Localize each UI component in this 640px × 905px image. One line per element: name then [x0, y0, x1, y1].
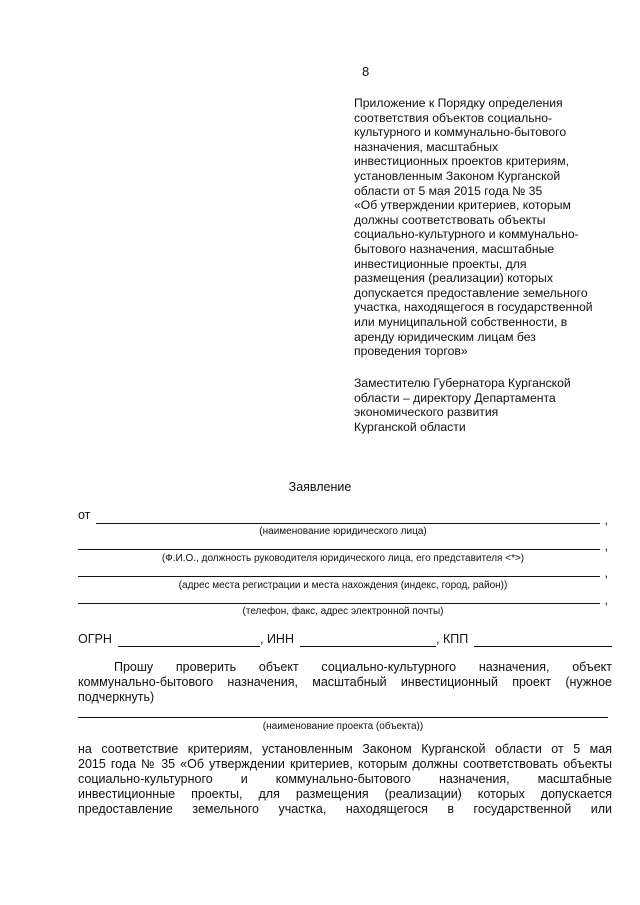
- addressee-line: экономического развития: [354, 405, 499, 420]
- org-name-underline: [96, 523, 600, 524]
- project-name-underline: [78, 717, 608, 718]
- criteria-line: на соответствие критериям, установленным Законом Курганской области от 5 мая: [78, 742, 612, 756]
- address-field[interactable]: [78, 563, 608, 580]
- criteria-line: инвестиционные проекты, для размещения (реализации) которых допускается: [78, 787, 612, 801]
- ogrn-label: ОГРН: [78, 632, 112, 646]
- address-underline: [78, 576, 600, 577]
- appendix-line: аренду юридическим лицам без: [354, 329, 536, 344]
- ogrn-field[interactable]: [118, 646, 260, 647]
- criteria-paragraph: [78, 742, 612, 817]
- inn-label: , ИНН: [260, 632, 294, 646]
- request-line: подчеркнуть): [78, 690, 155, 704]
- appendix-line: инвестиционные проекты, для: [354, 256, 527, 271]
- criteria-line: социально-культурного и коммунально-бытового назначения, масштабные: [78, 772, 612, 786]
- contacts-caption: (телефон, факс, адрес электронной почты): [242, 606, 444, 617]
- ids-row: [78, 632, 612, 648]
- page-number: 8: [362, 64, 370, 79]
- addressee-line: области – директору Департамента: [354, 390, 556, 405]
- comma: ,: [604, 539, 608, 553]
- head-name-caption: (Ф.И.О., должность руководителя юридического лица, его представителя <*>): [161, 553, 525, 564]
- org-name-field[interactable]: [78, 508, 608, 527]
- appendix-line: соответствия объектов социально-: [354, 110, 553, 125]
- contacts-field[interactable]: [78, 590, 608, 607]
- request-line: Прошу проверить объект социально-культурного назначения, объект: [114, 660, 612, 674]
- appendix-line: установленным Законом Курганской: [354, 168, 561, 183]
- criteria-line: 2015 года № 35 «Об утверждении критериев, которым должны соответствовать объекты: [78, 757, 612, 771]
- inn-field[interactable]: [300, 646, 436, 647]
- address-caption: (адрес места регистрации и места нахождения (индекс, город, район)): [178, 580, 508, 591]
- appendix-line: или муниципальной собственности, в: [354, 314, 568, 329]
- appendix-note: [354, 96, 614, 359]
- appendix-line: должны соответствовать объекты: [354, 212, 546, 227]
- appendix-line: социально-культурного и коммунально-: [354, 227, 579, 242]
- addressee-line: Курганской области: [354, 419, 466, 434]
- appendix-line: размещения (реализации) которых: [354, 271, 553, 286]
- project-name-caption: (наименование проекта (объекта)): [262, 721, 424, 732]
- appendix-line: инвестиционных проектов критериям,: [354, 154, 569, 169]
- appendix-line: проведения торгов»: [354, 344, 468, 359]
- org-name-caption: (наименование юридического лица): [259, 526, 427, 537]
- appendix-line: «Об утверждении критериев, которым: [354, 198, 571, 213]
- project-name-field[interactable]: [78, 704, 608, 718]
- head-name-field[interactable]: [78, 536, 608, 553]
- contacts-underline: [78, 603, 600, 604]
- kpp-label: , КПП: [436, 632, 469, 646]
- head-name-underline: [78, 549, 600, 550]
- appendix-line: допускается предоставление земельного: [354, 285, 588, 300]
- criteria-line: предоставление земельного участка, находящегося в государственной или: [78, 802, 612, 816]
- appendix-line: назначения, масштабных: [354, 139, 499, 154]
- from-label: от: [78, 508, 91, 522]
- comma: ,: [604, 593, 608, 607]
- appendix-line: участка, находящегося в государственной: [354, 300, 593, 315]
- appendix-line: Приложение к Порядку определения: [354, 96, 563, 110]
- request-line: коммунально-бытового назначения, масштабный инвестиционный проект (нужное: [78, 675, 612, 689]
- request-paragraph: [78, 660, 612, 705]
- addressee: [354, 376, 614, 434]
- comma: ,: [604, 566, 608, 580]
- comma: ,: [604, 513, 608, 527]
- appendix-line: области от 5 мая 2015 года № 35: [354, 183, 543, 198]
- document-title: Заявление: [288, 480, 352, 494]
- appendix-line: культурного и коммунально-бытового: [354, 125, 567, 140]
- addressee-line: Заместителю Губернатора Курганской: [354, 376, 571, 390]
- kpp-field[interactable]: [474, 646, 612, 647]
- appendix-line: бытового назначения, масштабные: [354, 241, 555, 256]
